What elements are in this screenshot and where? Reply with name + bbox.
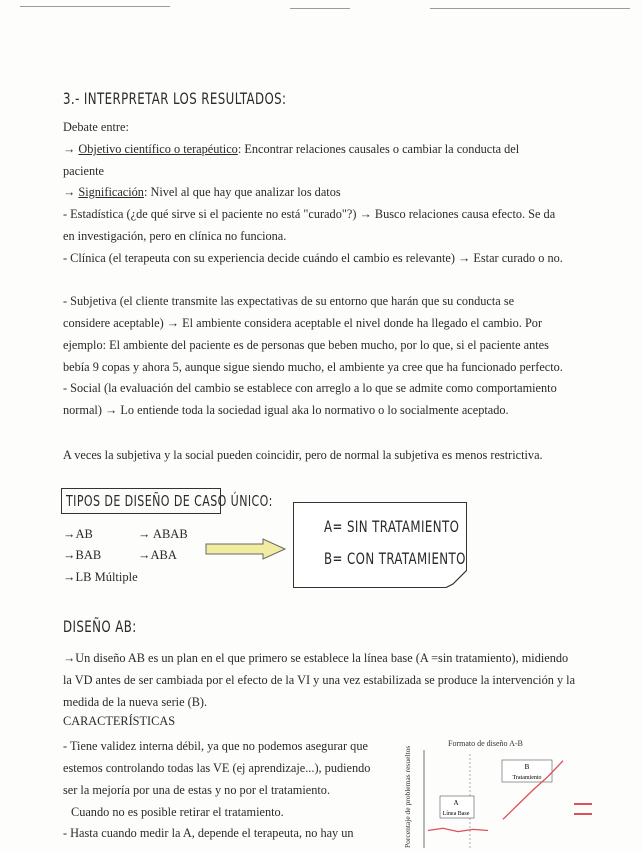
characteristic-baseline-duration: - Hasta cuando medir la A, depende el terapeuta, no hay un	[63, 826, 354, 840]
label-objective: Objetivo científico o terapéutico	[78, 142, 238, 156]
ab-design-chart	[398, 732, 573, 848]
type-ab: →AB	[63, 527, 93, 541]
para-social: - Social (la evaluación del cambio se establece con arreglo a lo que se admite como comportamiento normal) → Lo entiende toda la sociedad igual aka lo normativo o lo socialmente aceptado.	[63, 381, 557, 417]
folded-corner-icon	[445, 570, 467, 588]
characteristic-no-withdrawal: Cuando no es posible retirar el tratamiento.	[71, 805, 284, 819]
label-significance: Significación	[78, 185, 144, 199]
chart-y-label: Porcentaje de problemas resueltos	[403, 745, 412, 848]
legend-note	[293, 502, 467, 588]
item-objective: → Objetivo científico o terapéutico: Encontrar relaciones causales o cambiar la conducta del paciente	[63, 142, 520, 178]
chart-svg	[398, 732, 573, 848]
label-b: B	[524, 763, 530, 771]
para-coincide: A veces la subjetiva y la social pueden coincidir, pero de normal la subjetiva es menos restrictiva.	[63, 448, 543, 462]
intro-text: Debate entre:	[63, 120, 129, 134]
section-title: 3.- INTERPRETAR LOS RESULTADOS:	[63, 89, 287, 108]
type-lb-multiple: →LB Múltiple	[63, 570, 138, 584]
type-abab: → ABAB	[138, 527, 188, 541]
types-title-box	[61, 488, 273, 514]
red-marker-icon	[572, 800, 594, 820]
note-a: A= SIN TRATAMIENTO	[324, 517, 460, 536]
page-edge-line	[430, 8, 630, 9]
type-aba: →ABA	[138, 548, 177, 562]
label-a: A	[453, 799, 459, 807]
design-ab-description: →Un diseño AB es un plan en el que primero se establece la línea base (A =sin tratamiento), midiendo la VD antes de ser cambiada por el efecto de la VI y una vez estabilizada se produce la intervención y la medida de la nueva serie (B).	[63, 651, 576, 709]
page-edge-line	[290, 8, 350, 9]
type-bab: →BAB	[63, 548, 102, 562]
para-statistics: - Estadística (¿de qué sirve si el paciente no está "curado"?) → Busco relaciones causa efecto. Se da en investigación, pero en clínica no funciona.	[63, 207, 556, 243]
page-edge-line	[20, 6, 170, 7]
characteristic-internal-validity: - Tiene validez interna débil, ya que no podemos asegurar que estemos controlando todas las VE (ej aprendizaje...), pudiendo ser la mejoría por una de estas y no por el tratamiento.	[63, 739, 371, 797]
para-subjective: - Subjetiva (el cliente transmite las expectativas de su entorno que harán que su conducta se considere aceptable) → El ambiente considera aceptable el nivel donde ha llegado el cambio. Por ejemplo: El ambiente del paciente es de personas que beben mucho, por lo que, si el paciente antes bebía 9 copas y ahora 5, aunque sigue siendo mucho, el ambiente ya cree que ha funcionado perfecto.	[63, 294, 563, 374]
types-title: TIPOS DE DISEÑO DE CASO ÚNICO:	[66, 492, 273, 510]
item-significance: → Significación: Nivel al que hay que analizar los datos	[63, 185, 341, 199]
para-clinical: - Clínica (el terapeuta con su experiencia decide cuándo el cambio es relevante) → Estar curado o no.	[63, 251, 563, 265]
right-arrow-icon	[205, 538, 287, 560]
label-a-text: Línea Base	[442, 811, 470, 817]
chart-title: Formato de diseño A-B	[448, 739, 523, 748]
note-b: B= CON TRATAMIENTO	[324, 549, 466, 568]
characteristics-title: CARACTERÍSTICAS	[63, 714, 176, 728]
label-b-text: Tratamiento	[512, 775, 542, 781]
design-ab-title: DISEÑO AB:	[63, 617, 137, 636]
series-line-a	[428, 828, 488, 831]
